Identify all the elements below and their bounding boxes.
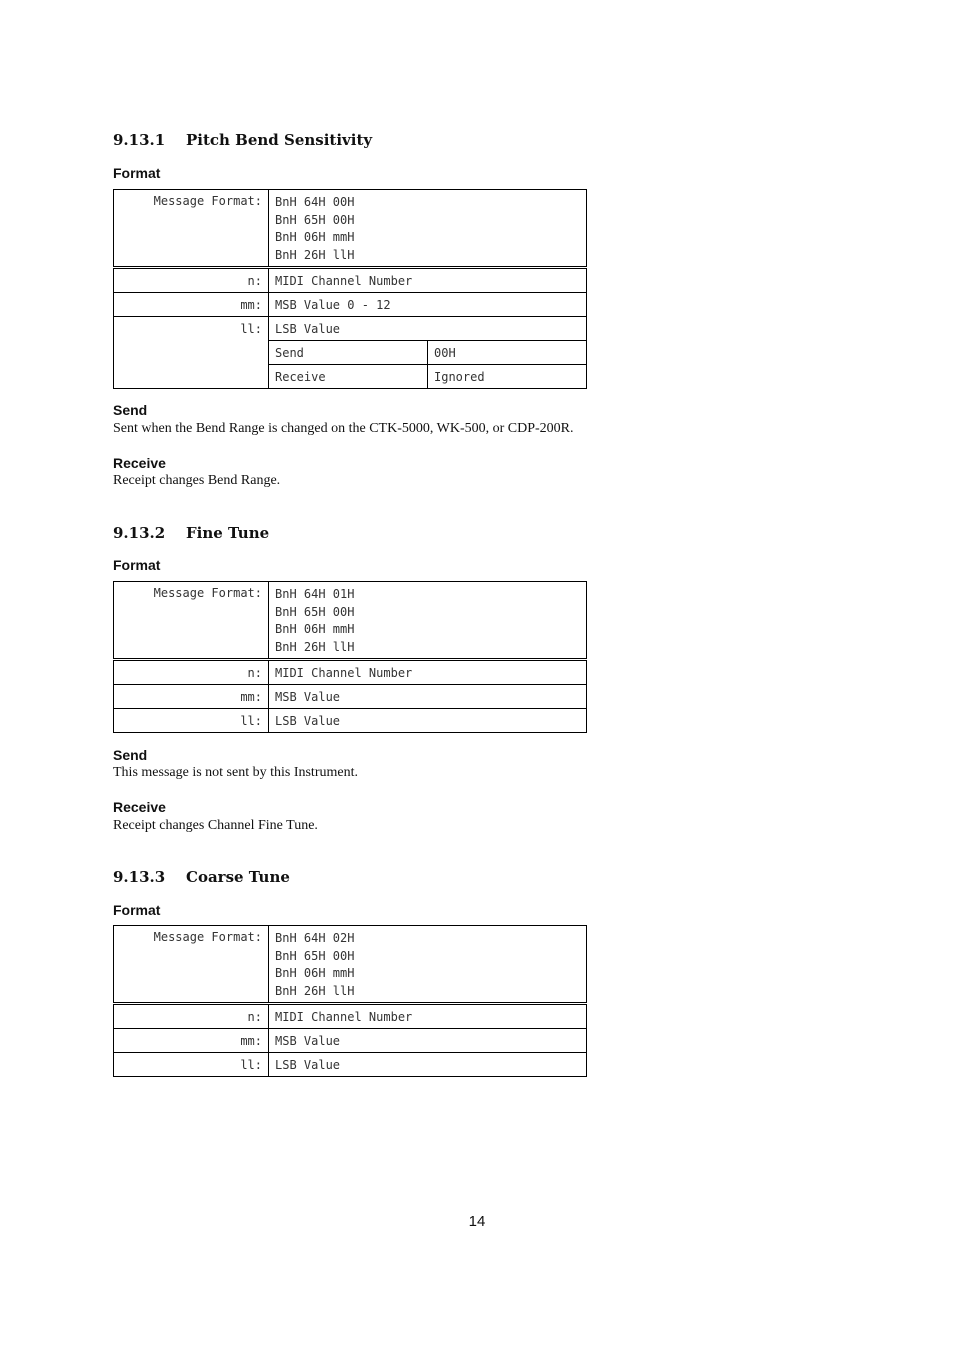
message-format-label: Message Format: xyxy=(114,926,269,1004)
format-heading: Format xyxy=(113,165,161,181)
message-line: BnH 65H 00H xyxy=(275,212,355,227)
message-line: BnH 65H 00H xyxy=(275,604,355,619)
format-heading: Format xyxy=(113,902,161,918)
param-description: LSB Value xyxy=(269,709,587,733)
receive-text: Receipt changes Channel Fine Tune. xyxy=(113,818,318,833)
sub-row-value: 00H xyxy=(428,341,587,365)
message-line: BnH 06H mmH xyxy=(275,622,355,636)
param-label: ll: xyxy=(114,317,269,341)
send-text: Sent when the Bend Range is changed on the CTK-5000, WK-500, or CDP-200R. xyxy=(113,421,574,436)
message-line: BnH 06H mmH xyxy=(275,966,355,980)
table-row xyxy=(114,1029,587,1053)
section-title: Pitch Bend Sensitivity xyxy=(186,131,373,149)
sub-row-value: Ignored xyxy=(428,365,587,389)
send-text: This message is not sent by this Instrument. xyxy=(113,765,358,780)
param-label: n: xyxy=(114,1004,269,1029)
param-label: mm: xyxy=(114,293,269,317)
section-heading-pitch-bend xyxy=(113,131,372,149)
section-heading-coarse-tune xyxy=(113,868,290,886)
section-number: 9.13.1 xyxy=(113,131,166,149)
format-heading: Format xyxy=(113,557,161,573)
sub-row-key: Receive xyxy=(269,365,428,389)
message-format-row xyxy=(114,926,587,1004)
param-description: MSB Value xyxy=(269,685,587,709)
pitch-bend-format-table xyxy=(113,189,587,389)
section-heading-fine-tune xyxy=(113,524,269,542)
message-line: BnH 64H 02H xyxy=(275,931,355,945)
message-format-value xyxy=(269,190,587,268)
receive-text: Receipt changes Bend Range. xyxy=(113,473,281,488)
param-label: n: xyxy=(114,268,269,293)
table-row xyxy=(114,365,587,389)
receive-heading: Receive xyxy=(113,455,166,471)
send-heading: Send xyxy=(113,402,148,418)
table-row xyxy=(114,1004,587,1029)
send-heading: Send xyxy=(113,747,148,763)
message-line: BnH 06H mmH xyxy=(275,230,355,244)
table-row xyxy=(114,1053,587,1077)
param-description: LSB Value xyxy=(269,1053,587,1077)
message-line: BnH 65H 00H xyxy=(275,948,355,963)
param-description: MSB Value 0 - 12 xyxy=(269,293,587,317)
section-number: 9.13.2 xyxy=(113,524,166,542)
param-label: mm: xyxy=(114,685,269,709)
table-row xyxy=(114,660,587,685)
table-row xyxy=(114,685,587,709)
param-description: LSB Value xyxy=(269,317,587,341)
message-line: BnH 26H llH xyxy=(275,247,355,262)
coarse-tune-format-table xyxy=(113,925,587,1077)
message-line: BnH 26H llH xyxy=(275,639,355,654)
message-line: BnH 64H 00H xyxy=(275,195,355,209)
param-label: ll: xyxy=(114,709,269,733)
message-format-value xyxy=(269,926,587,1004)
message-line: BnH 64H 01H xyxy=(275,587,355,601)
section-number: 9.13.3 xyxy=(113,868,166,886)
fine-tune-format-table xyxy=(113,581,587,733)
param-description: MIDI Channel Number xyxy=(269,660,587,685)
sub-row-key: Send xyxy=(269,341,428,365)
table-row xyxy=(114,268,587,293)
message-line: BnH 26H llH xyxy=(275,983,355,998)
message-format-label: Message Format: xyxy=(114,190,269,268)
param-description: MIDI Channel Number xyxy=(269,1004,587,1029)
param-label: n: xyxy=(114,660,269,685)
message-format-value xyxy=(269,582,587,660)
message-format-row xyxy=(114,190,587,268)
table-row xyxy=(114,293,587,317)
receive-heading: Receive xyxy=(113,799,166,815)
table-row xyxy=(114,317,587,341)
param-description: MSB Value xyxy=(269,1029,587,1053)
param-label: mm: xyxy=(114,1029,269,1053)
param-description: MIDI Channel Number xyxy=(269,268,587,293)
page-number: 14 xyxy=(468,1213,486,1230)
message-format-label: Message Format: xyxy=(114,582,269,660)
section-title: Fine Tune xyxy=(186,524,270,542)
message-format-row xyxy=(114,582,587,660)
table-row xyxy=(114,709,587,733)
table-row xyxy=(114,341,587,365)
param-label: ll: xyxy=(114,1053,269,1077)
section-title: Coarse Tune xyxy=(186,868,290,886)
